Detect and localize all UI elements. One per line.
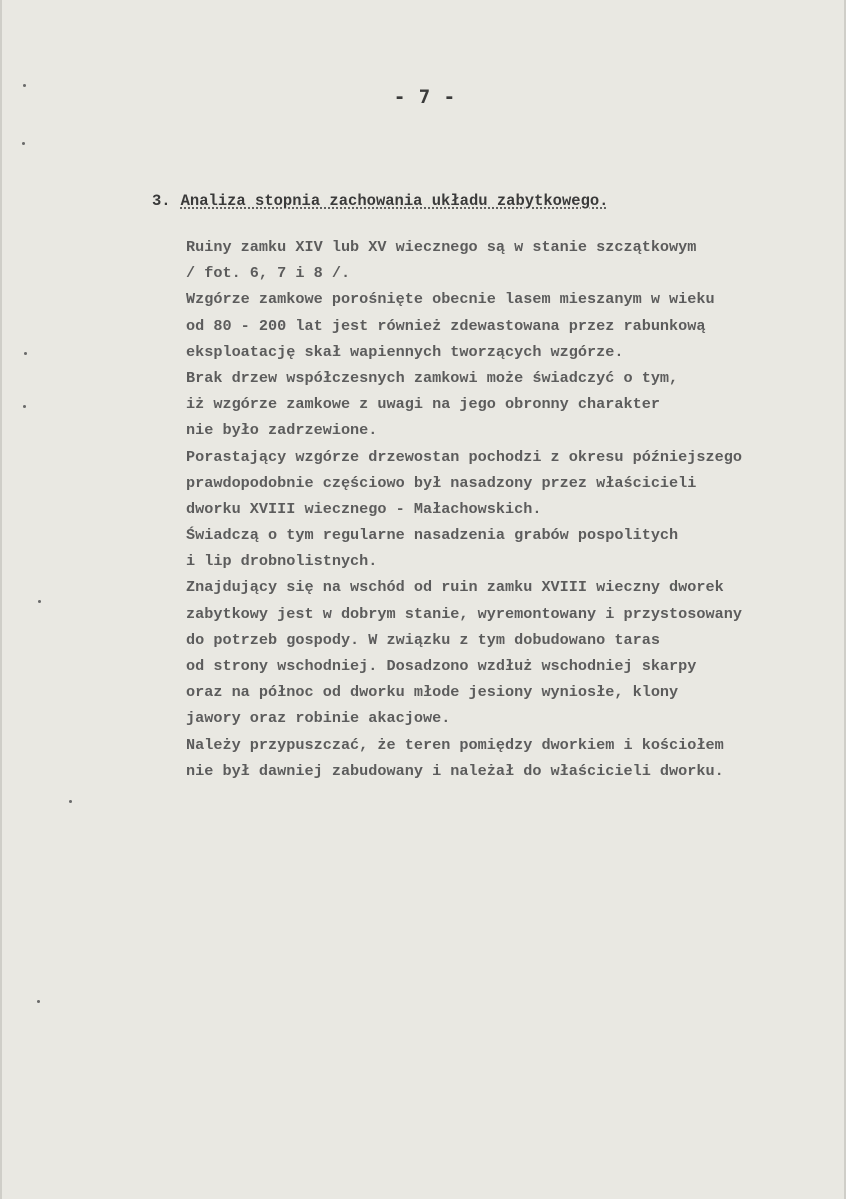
section-heading bbox=[152, 192, 608, 210]
margin-mark bbox=[22, 142, 25, 145]
margin-mark bbox=[23, 405, 26, 408]
text-line: od 80 - 200 lat jest również zdewastowana przez rabunkową bbox=[186, 316, 706, 335]
text-line: od strony wschodniej. Dosadzono wzdłuż wschodniej skarpy bbox=[186, 657, 697, 675]
text-line: nie było zadrzewione. bbox=[186, 421, 378, 440]
text-line: iż wzgórze zamkowe z uwagi na jego obronny charakter bbox=[186, 395, 660, 414]
text-line: do potrzeb gospody. W związku z tym dobudowano taras bbox=[186, 630, 660, 649]
text-line: Świadczą o tym regularne nasadzenia grabów pospolitych bbox=[186, 526, 679, 545]
text-line: Porastający wzgórze drzewostan pochodzi z okresu późniejszego bbox=[186, 447, 742, 466]
text-line: zabytkowy jest w dobrym stanie, wyremontowany i przystosowany bbox=[186, 604, 742, 623]
text-line: i lip drobnolistnych. bbox=[186, 552, 378, 571]
section-title: Analiza stopnia zachowania układu zabytkowego. bbox=[180, 192, 609, 210]
margin-mark bbox=[24, 352, 27, 355]
text-line: Znajdujący się na wschód od ruin zamku XVIII wieczny dworek bbox=[186, 578, 724, 597]
text-line: Należy przypuszczać, że teren pomiędzy dworkiem i kościołem bbox=[186, 735, 724, 754]
margin-mark bbox=[38, 600, 41, 603]
margin-mark bbox=[37, 1000, 40, 1003]
page-number: - 7 - bbox=[393, 86, 457, 108]
text-line: dworku XVIII wiecznego - Małachowskich. bbox=[186, 499, 542, 518]
section-number: 3. bbox=[152, 192, 171, 210]
text-line: jawory oraz robinie akacjowe. bbox=[186, 709, 451, 728]
text-line: oraz na północ od dworku młode jesiony wyniosłe, klony bbox=[186, 683, 679, 702]
text-line: Wzgórze zamkowe porośnięte obecnie lasem mieszanym w wieku bbox=[186, 290, 715, 309]
margin-mark bbox=[69, 800, 72, 803]
text-line: nie był dawniej zabudowany i należał do właścicieli dworku. bbox=[186, 761, 724, 780]
body-text bbox=[186, 234, 836, 784]
text-line: Ruiny zamku XIV lub XV wiecznego są w stanie szczątkowym bbox=[186, 238, 697, 256]
text-line: Brak drzew współczesnych zamkowi może świadczyć o tym, bbox=[186, 368, 679, 387]
text-line: prawdopodobnie częściowo był nasadzony przez właścicieli bbox=[186, 473, 697, 492]
text-line: eksploatację skał wapiennych tworzących wzgórze. bbox=[186, 342, 624, 361]
text-line: / fot. 6, 7 i 8 /. bbox=[186, 264, 351, 283]
